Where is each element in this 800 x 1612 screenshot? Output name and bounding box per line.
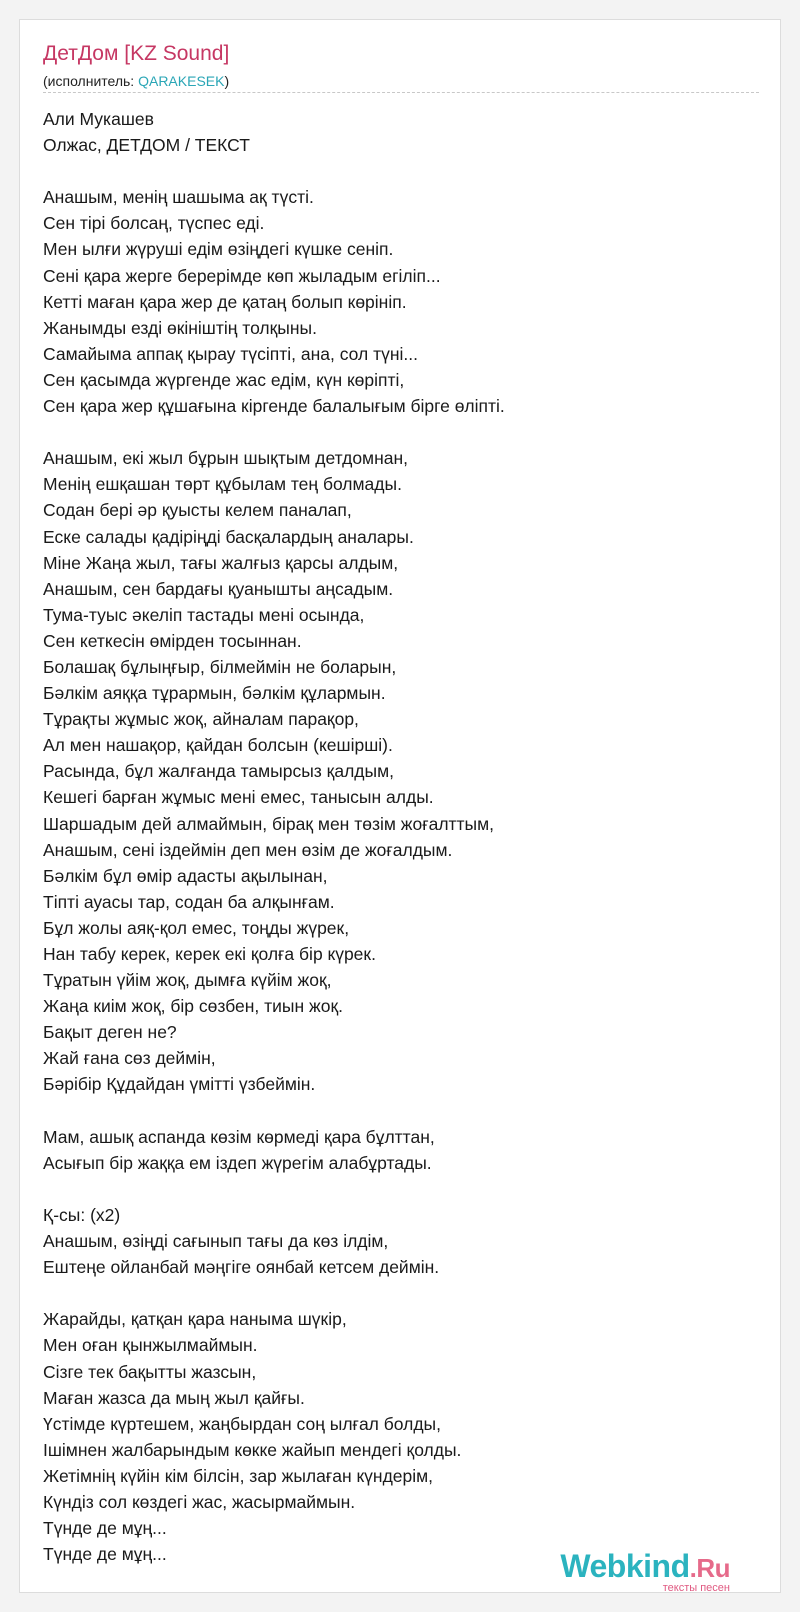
lyrics-line: Тіпті ауасы тар, содан ба алқынғам. [43,891,335,912]
performer-prefix: (исполнитель: [43,73,139,89]
lyrics-line: Шаршадым дей алмаймын, бірақ мен төзім жоғалттым, [43,813,495,834]
lyrics-line: Қ-сы: (х2) [43,1204,121,1225]
lyrics-line: Сен қасымда жүргенде жас едім, күн көріпті, [43,369,405,390]
lyrics-blank-line [43,1176,763,1202]
lyrics-line: Бұл жолы аяқ-қол емес, тоңды жүрек, [43,917,350,938]
lyrics-line: Сізге тек бақытты жазсын, [43,1361,257,1382]
lyrics-line: Анашым, екі жыл бұрын шықтым детдомнан, [43,448,409,469]
lyrics-line: Тума-туыс әкеліп тастады мені осында, [43,604,365,625]
lyrics-line: Еске салады қадіріңді басқалардың аналары. [43,526,414,547]
lyrics-line: Кетті маған қара жер де қатаң болып көрініп. [43,291,407,312]
lyrics-line: Жарайды, қатқан қара наныма шүкір, [43,1309,347,1330]
logo-brand [560,1548,730,1586]
lyrics-line: Анашым, сен бардағы қуанышты аңсадым. [43,578,394,599]
performer-link[interactable]: QARAKESEK [138,73,225,89]
performer-suffix: ) [224,73,230,89]
lyrics-line: Жай ғана сөз деймін, [43,1048,216,1069]
lyrics-line: Сен кеткесін өмірден тосыннан. [43,630,302,651]
lyrics-line: Кешегі барған жұмыс мені емес, танысын алды. [43,787,434,808]
lyrics-line: Бәрібір Құдайдан үмітті үзбеймін. [43,1074,316,1095]
lyrics-line: Ал мен нашақор, қайдан болсын (кешірші). [43,735,393,756]
logo-brand-tld: .Ru [689,1553,730,1583]
lyrics-line: Нан табу керек, керек екі қолға бір күрек. [43,944,376,964]
header-divider [43,92,759,93]
lyrics-line: Мам, ашық аспанда көзім көрмеді қара бұлттан, [43,1126,435,1147]
lyrics-line: Менің ешқашан төрт құбылам тең болмады. [43,474,402,495]
lyrics-line: Ішімнен жалбарындым көкке жайып мендегі қолды. [43,1439,462,1460]
lyrics-line: Олжас, ДЕТДОМ / ТЕКСТ [43,135,250,156]
webkind-logo[interactable] [560,1548,730,1594]
lyrics-line: Тұратын үйім жоқ, дымға күйім жоқ, [43,970,332,991]
lyrics-line: Асығып бір жаққа ем іздеп жүрегім алабұртады. [43,1152,432,1173]
lyrics-line: Анашым, менің шашыма ақ түсті. [43,187,314,208]
lyrics-line: Анашым, өзіңді сағынып тағы да көз ілдім, [43,1231,389,1252]
lyrics-line: Міне Жаңа жыл, тағы жалғыз қарсы алдым, [43,552,399,573]
performer-line [43,73,229,89]
song-title: ДетДом [KZ Sound] [43,42,230,65]
lyrics-line: Түнде де мұң... [43,1518,167,1539]
lyrics-line: Күндіз сол көздегі жас, жасырмаймын. [43,1491,356,1512]
lyrics-line: Бақыт деген не? [43,1022,177,1043]
lyrics-line: Үстімде күртешем, жаңбырдан соң ылғал болды, [43,1413,441,1434]
lyrics-line: Сен қара жер құшағына кіргенде балалығым бірге өліпті. [43,396,505,417]
lyrics-line: Али Мукашев [43,109,154,129]
lyrics-line: Сені қара жерге берерімде көп жыладым егіліп... [43,265,441,286]
lyrics-line: Бәлкім аяққа тұрармын, бәлкім құлармын. [43,683,386,704]
lyrics-line: Сен тірі болсаң, түспес еді. [43,213,265,234]
lyrics-line: Расында, бұл жалғанда тамырсыз қалдым, [43,761,394,782]
lyrics-line: Маған жазса да мың жыл қайғы. [43,1387,305,1408]
lyrics-blank-line [43,419,763,445]
lyrics-line: Бәлкім бұл өмір адасты ақылынан, [43,865,328,886]
lyrics-line: Анашым, сені іздеймін деп мен өзім де жоғалдым. [43,839,453,860]
lyrics-blank-line [43,1280,763,1306]
lyrics-text [43,106,763,1567]
logo-brand-main: Webkind [560,1548,690,1584]
lyrics-line: Ештеңе ойланбай мәңгіге оянбай кетсем деймін. [43,1257,440,1278]
lyrics-line: Жанымды езді өкініштің толқыны. [43,317,317,338]
logo-tagline: тексты песен [662,1582,730,1594]
lyrics-card [19,19,781,1593]
lyrics-line: Мен оған қынжылмаймын. [43,1335,258,1356]
lyrics-line: Содан бері әр қуысты келем паналап, [43,500,352,521]
lyrics-line: Тұрақты жұмыс жоқ, айналам парақор, [43,709,359,730]
lyrics-line: Болашақ бұлыңғыр, білмеймін не боларын, [43,656,397,677]
lyrics-line: Жаңа киім жоқ, бір сөзбен, тиын жоқ. [43,996,343,1017]
lyrics-line: Түнде де мұң... [43,1544,167,1565]
lyrics-blank-line [43,1098,763,1124]
lyrics-blank-line [43,158,763,184]
lyrics-line: Самайыма аппақ қырау түсіпті, ана, сол түні... [43,343,418,364]
lyrics-line: Жетімнің күйін кім білсін, зар жылаған күндерім, [43,1465,434,1486]
lyrics-line: Мен ылғи жүруші едім өзіңдегі күшке сеніп. [43,239,394,260]
